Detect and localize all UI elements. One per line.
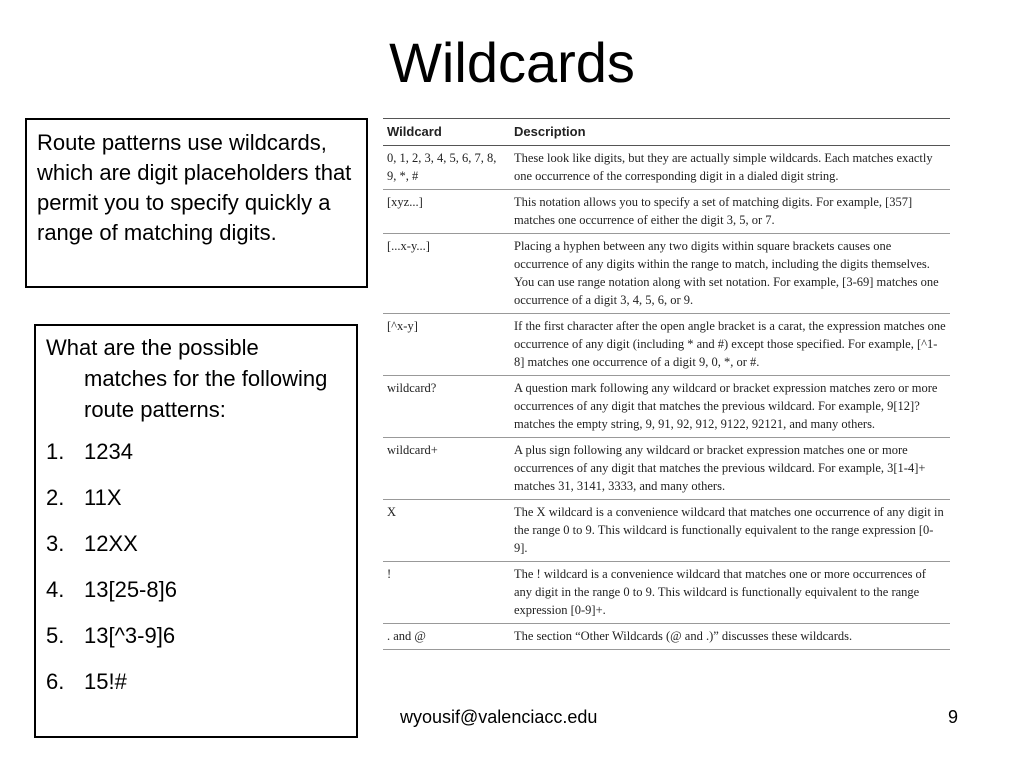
description-cell: The X wildcard is a convenience wildcard that matches one occurrence of any digit in the range 0 to 9. This wildcard is functionally equivalent to the range expression [0-9]. xyxy=(510,500,950,562)
wildcard-cell: [xyz...] xyxy=(383,190,510,234)
description-cell: These look like digits, but they are actually simple wildcards. Each matches exactly one occurrence of the corresponding digit in a dialed digit string. xyxy=(510,146,950,190)
list-item xyxy=(46,483,348,529)
description-cell: A question mark following any wildcard or bracket expression matches zero or more occurrences of any digit that matches the previous wildcard. For example, 9[12]? matches the empty string, 9, 91, 92, 912, 9122, 92121, and many others. xyxy=(510,376,950,438)
pattern-text: 1234 xyxy=(84,439,133,464)
wildcard-cell: [...x-y...] xyxy=(383,234,510,314)
wildcard-cell: . and @ xyxy=(383,624,510,650)
description-cell: The section “Other Wildcards (@ and .)” discusses these wildcards. xyxy=(510,624,950,650)
wildcard-cell: wildcard+ xyxy=(383,438,510,500)
slide-title: Wildcards xyxy=(389,31,635,94)
wildcard-cell: [^x-y] xyxy=(383,314,510,376)
wildcard-cell: wildcard? xyxy=(383,376,510,438)
list-item xyxy=(46,437,348,483)
description-cell: If the first character after the open angle bracket is a carat, the expression matches one occurrence of any digit (including * and #) except those specified. For example, [^1-8] matches one occurrence of a digit 9, 0, *, or #. xyxy=(510,314,950,376)
pattern-text: 15!# xyxy=(84,669,127,694)
pattern-text: 11X xyxy=(84,485,122,510)
question-text: What are the possible matches for the following route patterns: xyxy=(46,335,328,422)
list-item xyxy=(46,667,348,713)
wildcard-cell: ! xyxy=(383,562,510,624)
list-number: 1. xyxy=(46,439,65,464)
table-row xyxy=(383,314,950,376)
intro-box xyxy=(25,118,368,288)
table-row xyxy=(383,562,950,624)
question-box xyxy=(34,324,358,738)
table-row xyxy=(383,624,950,650)
table-row xyxy=(383,376,950,438)
list-item xyxy=(46,621,348,667)
description-cell: The ! wildcard is a convenience wildcard that matches one or more occurrences of any digit in the range 0 to 9. This wildcard is functionally equivalent to the range expression [0-9]+. xyxy=(510,562,950,624)
page-number: 9 xyxy=(948,707,959,727)
wildcard-cell: 0, 1, 2, 3, 4, 5, 6, 7, 8, 9, *, # xyxy=(383,146,510,190)
description-cell: Placing a hyphen between any two digits within square brackets causes one occurrence of any digits within the range to match, including the digits themselves. You can use range notation along with set notation. For example, [3-69] matches one occurrence of a digit 3, 4, 5, 6, or 9. xyxy=(510,234,950,314)
pattern-text: 13[^3-9]6 xyxy=(84,623,176,648)
list-item xyxy=(46,575,348,621)
footer-email: wyousif@valenciacc.edu xyxy=(400,707,598,727)
table-row xyxy=(383,438,950,500)
table-row xyxy=(383,234,950,314)
table-header-row xyxy=(383,119,950,146)
list-number: 5. xyxy=(46,623,65,648)
wildcard-table xyxy=(383,118,950,650)
header-description: Description xyxy=(510,119,950,146)
description-cell: This notation allows you to specify a set of matching digits. For example, [357] matches one occurrence of either the digit 3, 5, or 7. xyxy=(510,190,950,234)
pattern-text: 12XX xyxy=(84,531,138,556)
table-row xyxy=(383,190,950,234)
intro-text: Route patterns use wildcards, which are digit placeholders that permit you to specify quickly a range of matching digits. xyxy=(37,130,352,245)
list-number: 4. xyxy=(46,577,65,602)
table-row xyxy=(383,500,950,562)
pattern-list xyxy=(46,437,348,713)
pattern-text: 13[25-8]6 xyxy=(84,577,177,602)
list-number: 2. xyxy=(46,485,65,510)
list-item xyxy=(46,529,348,575)
list-number: 3. xyxy=(46,531,65,556)
list-number: 6. xyxy=(46,669,65,694)
wildcard-cell: X xyxy=(383,500,510,562)
table-row xyxy=(383,146,950,190)
description-cell: A plus sign following any wildcard or bracket expression matches one or more occurrences of any digit that matches the previous wildcard. For example, 3[1-4]+ matches 31, 3141, 3333, and many others. xyxy=(510,438,950,500)
header-wildcard: Wildcard xyxy=(383,119,510,146)
